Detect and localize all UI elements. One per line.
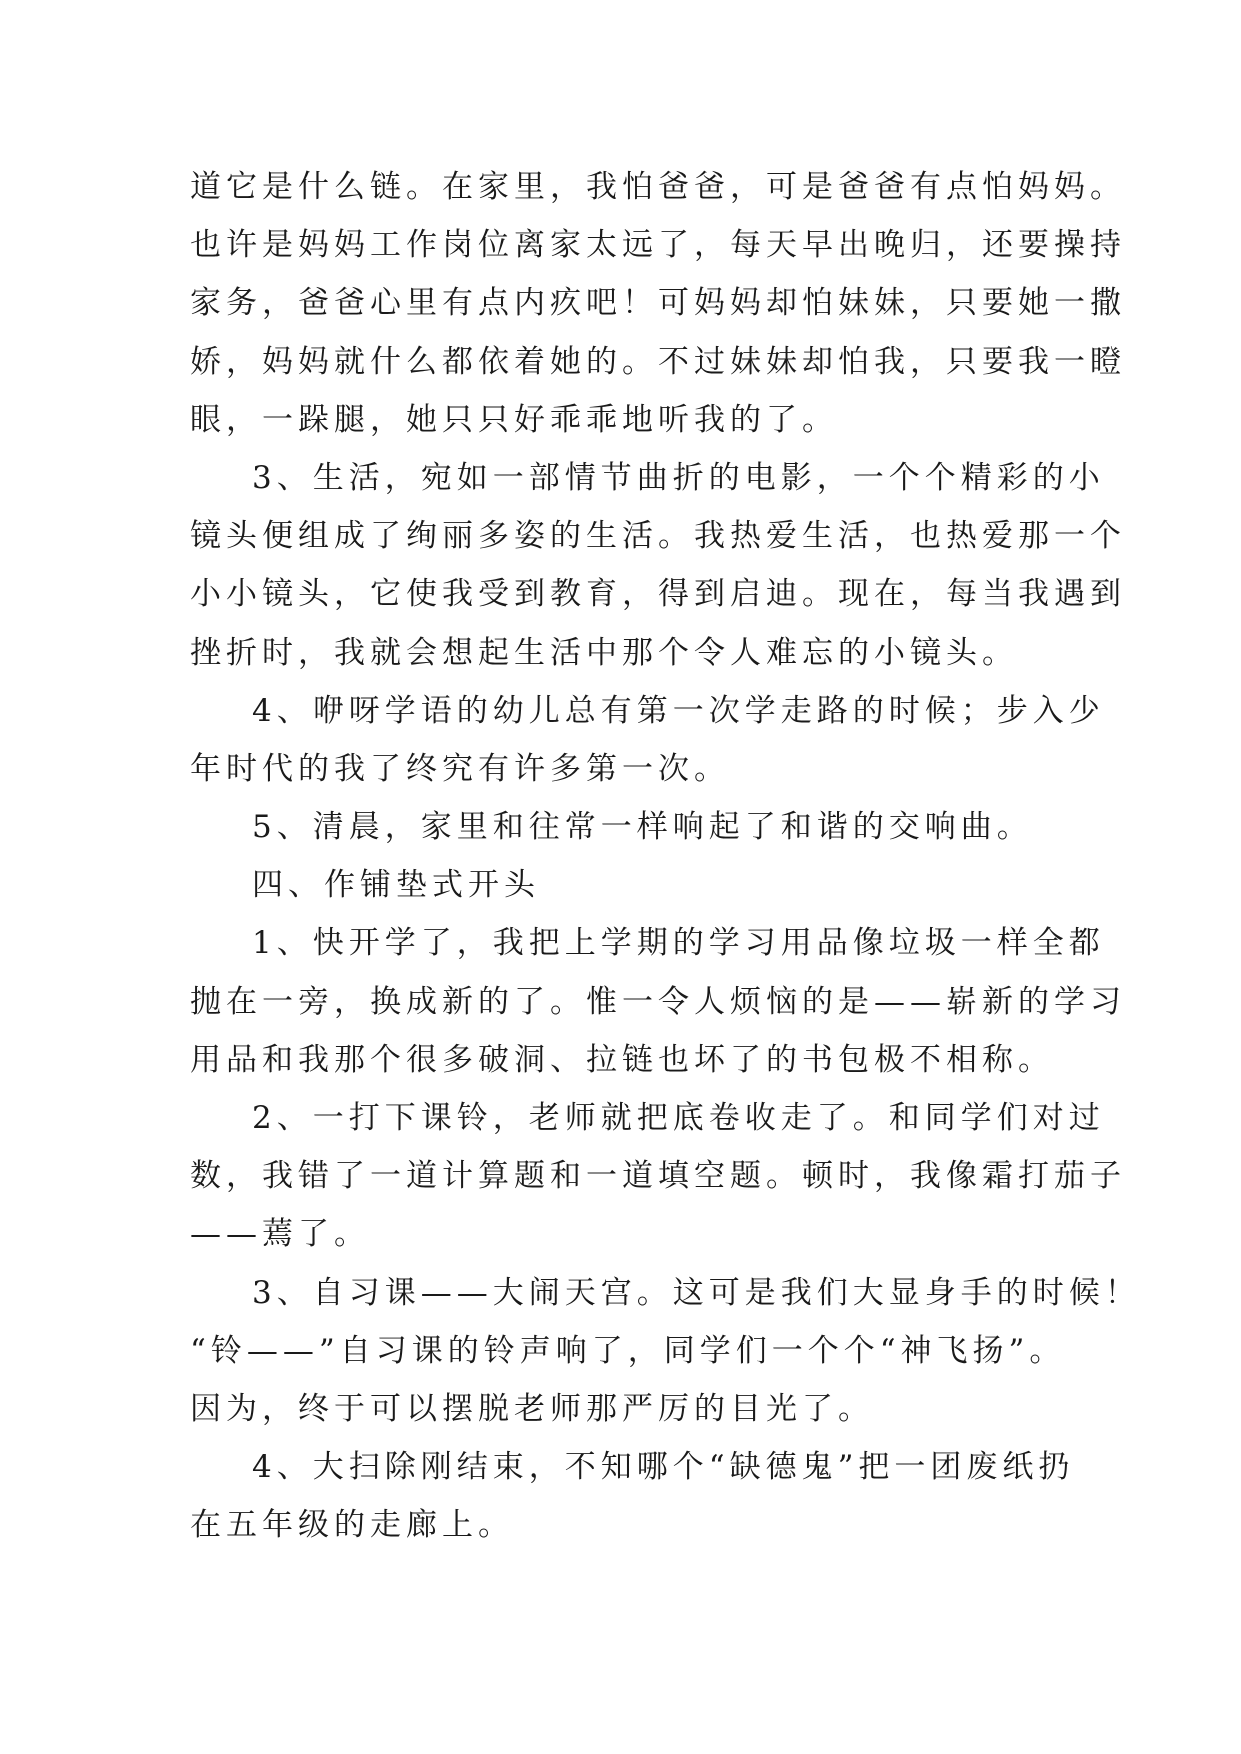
text-line: 3、生活，宛如一部情节曲折的电影，一个个精彩的小 xyxy=(252,459,1105,496)
text-line: 数，我错了一道计算题和一道填空题。顿时，我像霜打茄子 xyxy=(190,1158,1126,1195)
text-line: 年时代的我了终究有许多第一次。 xyxy=(190,750,730,787)
text-line: 挫折时，我就会想起生活中那个令人难忘的小镜头。 xyxy=(190,634,1018,671)
text-line: 眼，一跺腿，她只只好乖乖地听我的了。 xyxy=(190,401,838,438)
text-line: 1、快开学了，我把上学期的学习用品像垃圾一样全都 xyxy=(252,925,1105,962)
text-line: 道它是什么链。在家里，我怕爸爸，可是爸爸有点怕妈妈。 xyxy=(190,169,1126,205)
text-line: ——蔫了。 xyxy=(190,1216,370,1253)
text-line: 5、清晨，家里和往常一样响起了和谐的交响曲。 xyxy=(252,809,1033,846)
text-line: 小小镜头，它使我受到教育，得到启迪。现在，每当我遇到 xyxy=(190,576,1126,613)
text-line: “铃——”自习课的铃声响了，同学们一个个“神飞扬”。 xyxy=(190,1332,1066,1369)
text-line: 4、大扫除刚结束，不知哪个“缺德鬼”把一团废纸扔 xyxy=(252,1449,1075,1486)
text-line: 3、自习课——大闹天宫。这可是我们大显身手的时候！ xyxy=(252,1274,1141,1311)
text-line: 四、作铺垫式开头 xyxy=(252,867,540,904)
text-line: 娇，妈妈就什么都依着她的。不过妹妹却怕我，只要我一瞪 xyxy=(190,343,1126,380)
text-line: 也许是妈妈工作岗位离家太远了，每天早出晚归，还要操持 xyxy=(190,227,1126,264)
text-line: 4、咿呀学语的幼儿总有第一次学走路的时候；步入少 xyxy=(252,692,1105,729)
text-line: 在五年级的走廊上。 xyxy=(190,1507,514,1544)
text-line: 家务，爸爸心里有点内疚吧！可妈妈却怕妹妹，只要她一撒 xyxy=(190,285,1126,322)
text-line: 2、一打下课铃，老师就把底卷收走了。和同学们对过 xyxy=(252,1100,1105,1136)
text-line: 抛在一旁，换成新的了。惟一令人烦恼的是——崭新的学习 xyxy=(190,983,1126,1020)
text-line: 因为，终于可以摆脱老师那严厉的目光了。 xyxy=(190,1390,874,1427)
text-line: 镜头便组成了绚丽多姿的生活。我热爱生活，也热爱那一个 xyxy=(190,518,1126,555)
text-line: 用品和我那个很多破洞、拉链也坏了的书包极不相称。 xyxy=(190,1041,1054,1078)
document-body xyxy=(190,158,1141,1555)
